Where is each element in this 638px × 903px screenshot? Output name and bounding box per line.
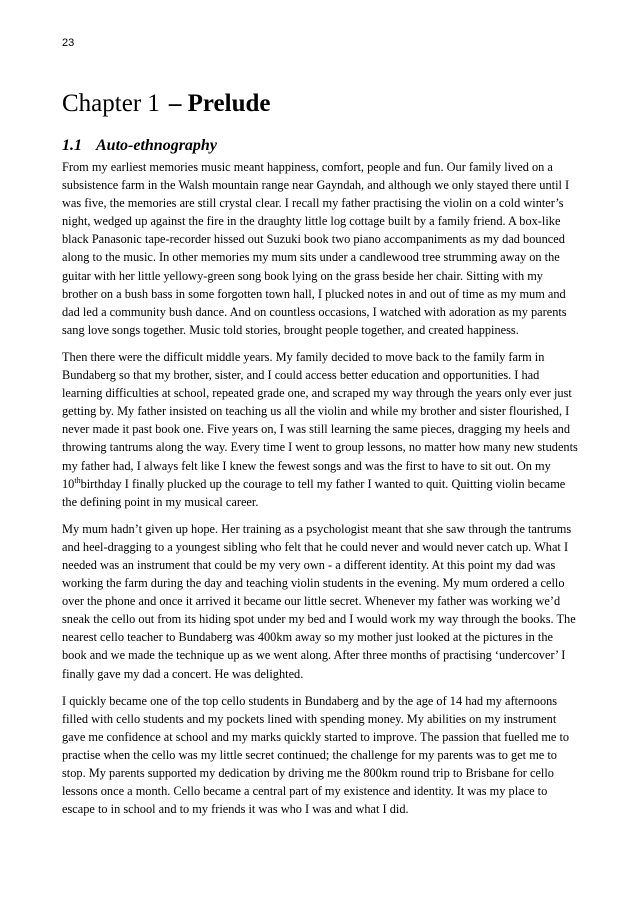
paragraph-top-student: I quickly became one of the top cello students in Bundaberg and by the age of 14 had my afternoons filled with cello students and my pockets lined with spending money. My abilities on my instrument gave me confidence at school and my marks quickly started to improve. The passion that fuelled me to practise when the cello was my little secret continued; the challenge for my parents was to get me to stop. My parents supported my dedication by driving me the 800km round trip to Brisbane for cello lessons once a month. Cello became a central part of my existence and identity. It was my place to escape to in school and to my friends it was who I was and what I did. xyxy=(62,693,570,817)
paragraph-early-memories: From my earliest memories music meant happiness, comfort, people and fun. Our family lived on a subsistence farm in the Walsh mountain range near Gayndah, and although we only stayed there until I was five, the memories are still crystal clear. I recall my father practising the violin on a cold winter’s night, wedged up against the fire in the draughty little log cottage built by a family friend. A box-like black Panasonic tape-recorder hissed out Suzuki book two piano accompaniments as my dad bounced along to the music. In other memories my mum sits under a candlewood tree strumming away on the guitar with her little yellowy-green song book lying on the grass beside her chair. Sitting with my brother on a bush bass in some forgotten town hall, I plucked notes in and out of time as my mum and dad led a community bush dance. And on countless occasions, I watched with adoration as my parents sang love songs together. Music told stories, brought people together, and created happiness. xyxy=(62,160,570,337)
body-text xyxy=(62,158,578,827)
section-title: Auto-ethnography xyxy=(96,137,217,154)
paragraph-secret-cello: My mum hadn’t given up hope. Her training as a psychologist meant that she saw through the tantrums and heel-dragging to a youngest sibling who felt that he could never and would never catch up. What I needed was an instrument that could be my very own - a different identity. At this point my dad was working the farm during the day and teaching violin students in the evening. My mum ordered a cello over the phone and once it arrived it became our little secret. Whenever my father was working we’d sneak the cello out from its hiding spot under my bed and I would work my way through the books. The nearest cello teacher to Bundaberg was 400km away so my mother just looked at the pictures in the book and we made the technique up as we went along. After three months of practising ‘undercover’ I finally gave my dad a concert. He was delighted. xyxy=(62,521,576,681)
chapter-name: Prelude xyxy=(187,90,271,117)
paragraph-middle-years xyxy=(62,348,578,511)
paragraph-middle-years-text-start: Then there were the difficult middle years. My family decided to move back to the family farm in Bundaberg so that my brother, sister, and I could access better education and opportunities. I had learning difficulties at school, repeated grade one, and scraped my way through the years only ever just getting by. My father insisted on teaching us all the violin and while my brother and sister flourished, I never made it past book one. Five years on, I was still learning the same pieces, dragging my heels and throwing tantrums along the way. Every time I went to group lessons, no matter how many new students my father had, I always felt like I knew the fewest songs and was the first to have to sit out. On my 10 xyxy=(62,349,578,491)
ordinal-suffix: th xyxy=(74,475,81,485)
paragraph-middle-years-text-end: birthday I finally plucked up the courage to tell my father I wanted to quit. Quitting violin became the defining point in my musical career. xyxy=(62,476,566,509)
chapter-separator: – xyxy=(168,90,182,117)
section-heading xyxy=(62,136,217,156)
chapter-label: Chapter 1 xyxy=(62,90,160,117)
section-number: 1.1 xyxy=(62,137,82,154)
chapter-title xyxy=(62,89,271,119)
page-number: 23 xyxy=(62,37,75,49)
